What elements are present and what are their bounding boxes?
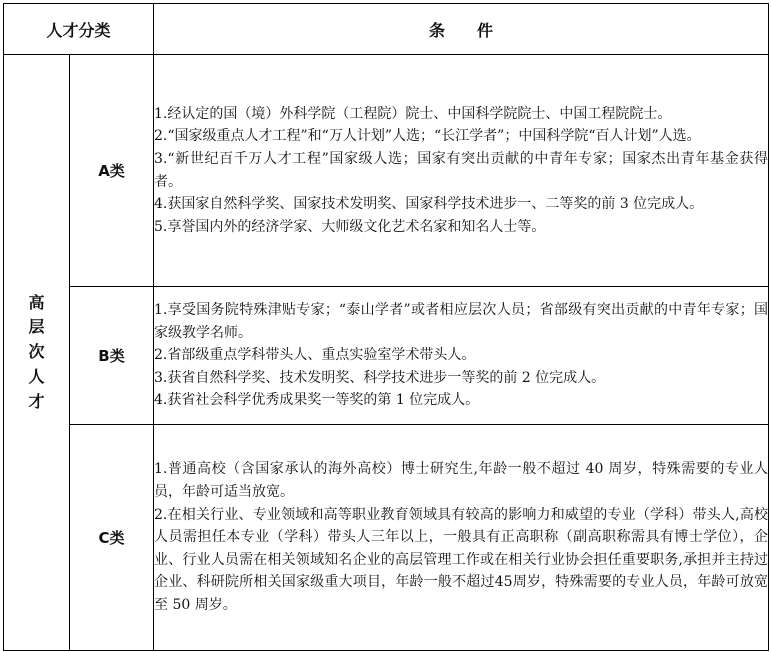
conditions-b (154, 287, 769, 425)
condition-item: 1.享受国务院特殊津贴专家；“泰山学者”或者相应层次人员；省部级有突出贡献的中青年专家；国家级教学名师。 (154, 302, 769, 341)
condition-item: 3.获省自然科学奖、技术发明奖、科学技术进步一等奖的前 2 位完成人。 (154, 369, 606, 386)
class-name-b: B类 (70, 287, 154, 425)
condition-item: 5.享誉国内外的经济学家、大师级文化艺术名家和知名人士等。 (154, 218, 546, 235)
header-row (4, 4, 769, 55)
conditions-c (154, 425, 769, 651)
condition-item: 4.获国家自然科学奖、国家技术发明奖、国家科学技术进步一、二等奖的前 3 位完成人。 (154, 196, 704, 213)
condition-item: 1.普通高校（含国家承认的海外高校）博士研究生,年龄一般不超过 40 周岁，特殊需要的专业人员，年龄可适当放宽。 (154, 461, 769, 501)
condition-item: 3.“新世纪百千万人才工程”国家级人选；国家有突出贡献的中青年专家；国家杰出青年基金获得者。 (154, 150, 769, 190)
header-conditions: 条 件 (154, 4, 769, 55)
condition-item: 2.省部级重点学科带头人、重点实验室学术带头人。 (154, 347, 476, 364)
category-cell (4, 55, 70, 651)
condition-item: 2.“国家级重点人才工程”和“万人计划”人选；“长江学者”；中国科学院“百人计划”人选。 (154, 128, 701, 145)
class-row-b (4, 287, 769, 425)
class-row-c (4, 425, 769, 651)
condition-item: 2.在相关行业、专业领域和高等职业教育领域具有较高的影响力和威望的专业（学科）带头人,高校人员需担任本专业（学科）带头人三年以上，一般具有正高职称（副高职称需具有博士学位），企业、行业人员需在相关领域知名企业的高层管理工作或在相关行业协会担任重要职务,承担并主持过企业、科研院所相关国家级重大项目，年龄一般不超过45周岁，特殊需要的专业人员，年龄可放宽至 50 周岁。 (154, 506, 769, 613)
condition-item: 1.经认定的国（境）外科学院（工程院）院士、中国科学院院士、中国工程院院士。 (154, 105, 672, 122)
class-name-c: C类 (70, 425, 154, 651)
class-name-a: A类 (70, 55, 154, 287)
talent-classification-table (3, 3, 769, 651)
class-row-a (4, 55, 769, 287)
conditions-a (154, 55, 769, 287)
header-category: 人才分类 (4, 4, 154, 55)
condition-item: 4.获省社会科学优秀成果奖一等奖的第 1 位完成人。 (154, 392, 480, 409)
category-label: 高层次人才 (28, 292, 45, 411)
